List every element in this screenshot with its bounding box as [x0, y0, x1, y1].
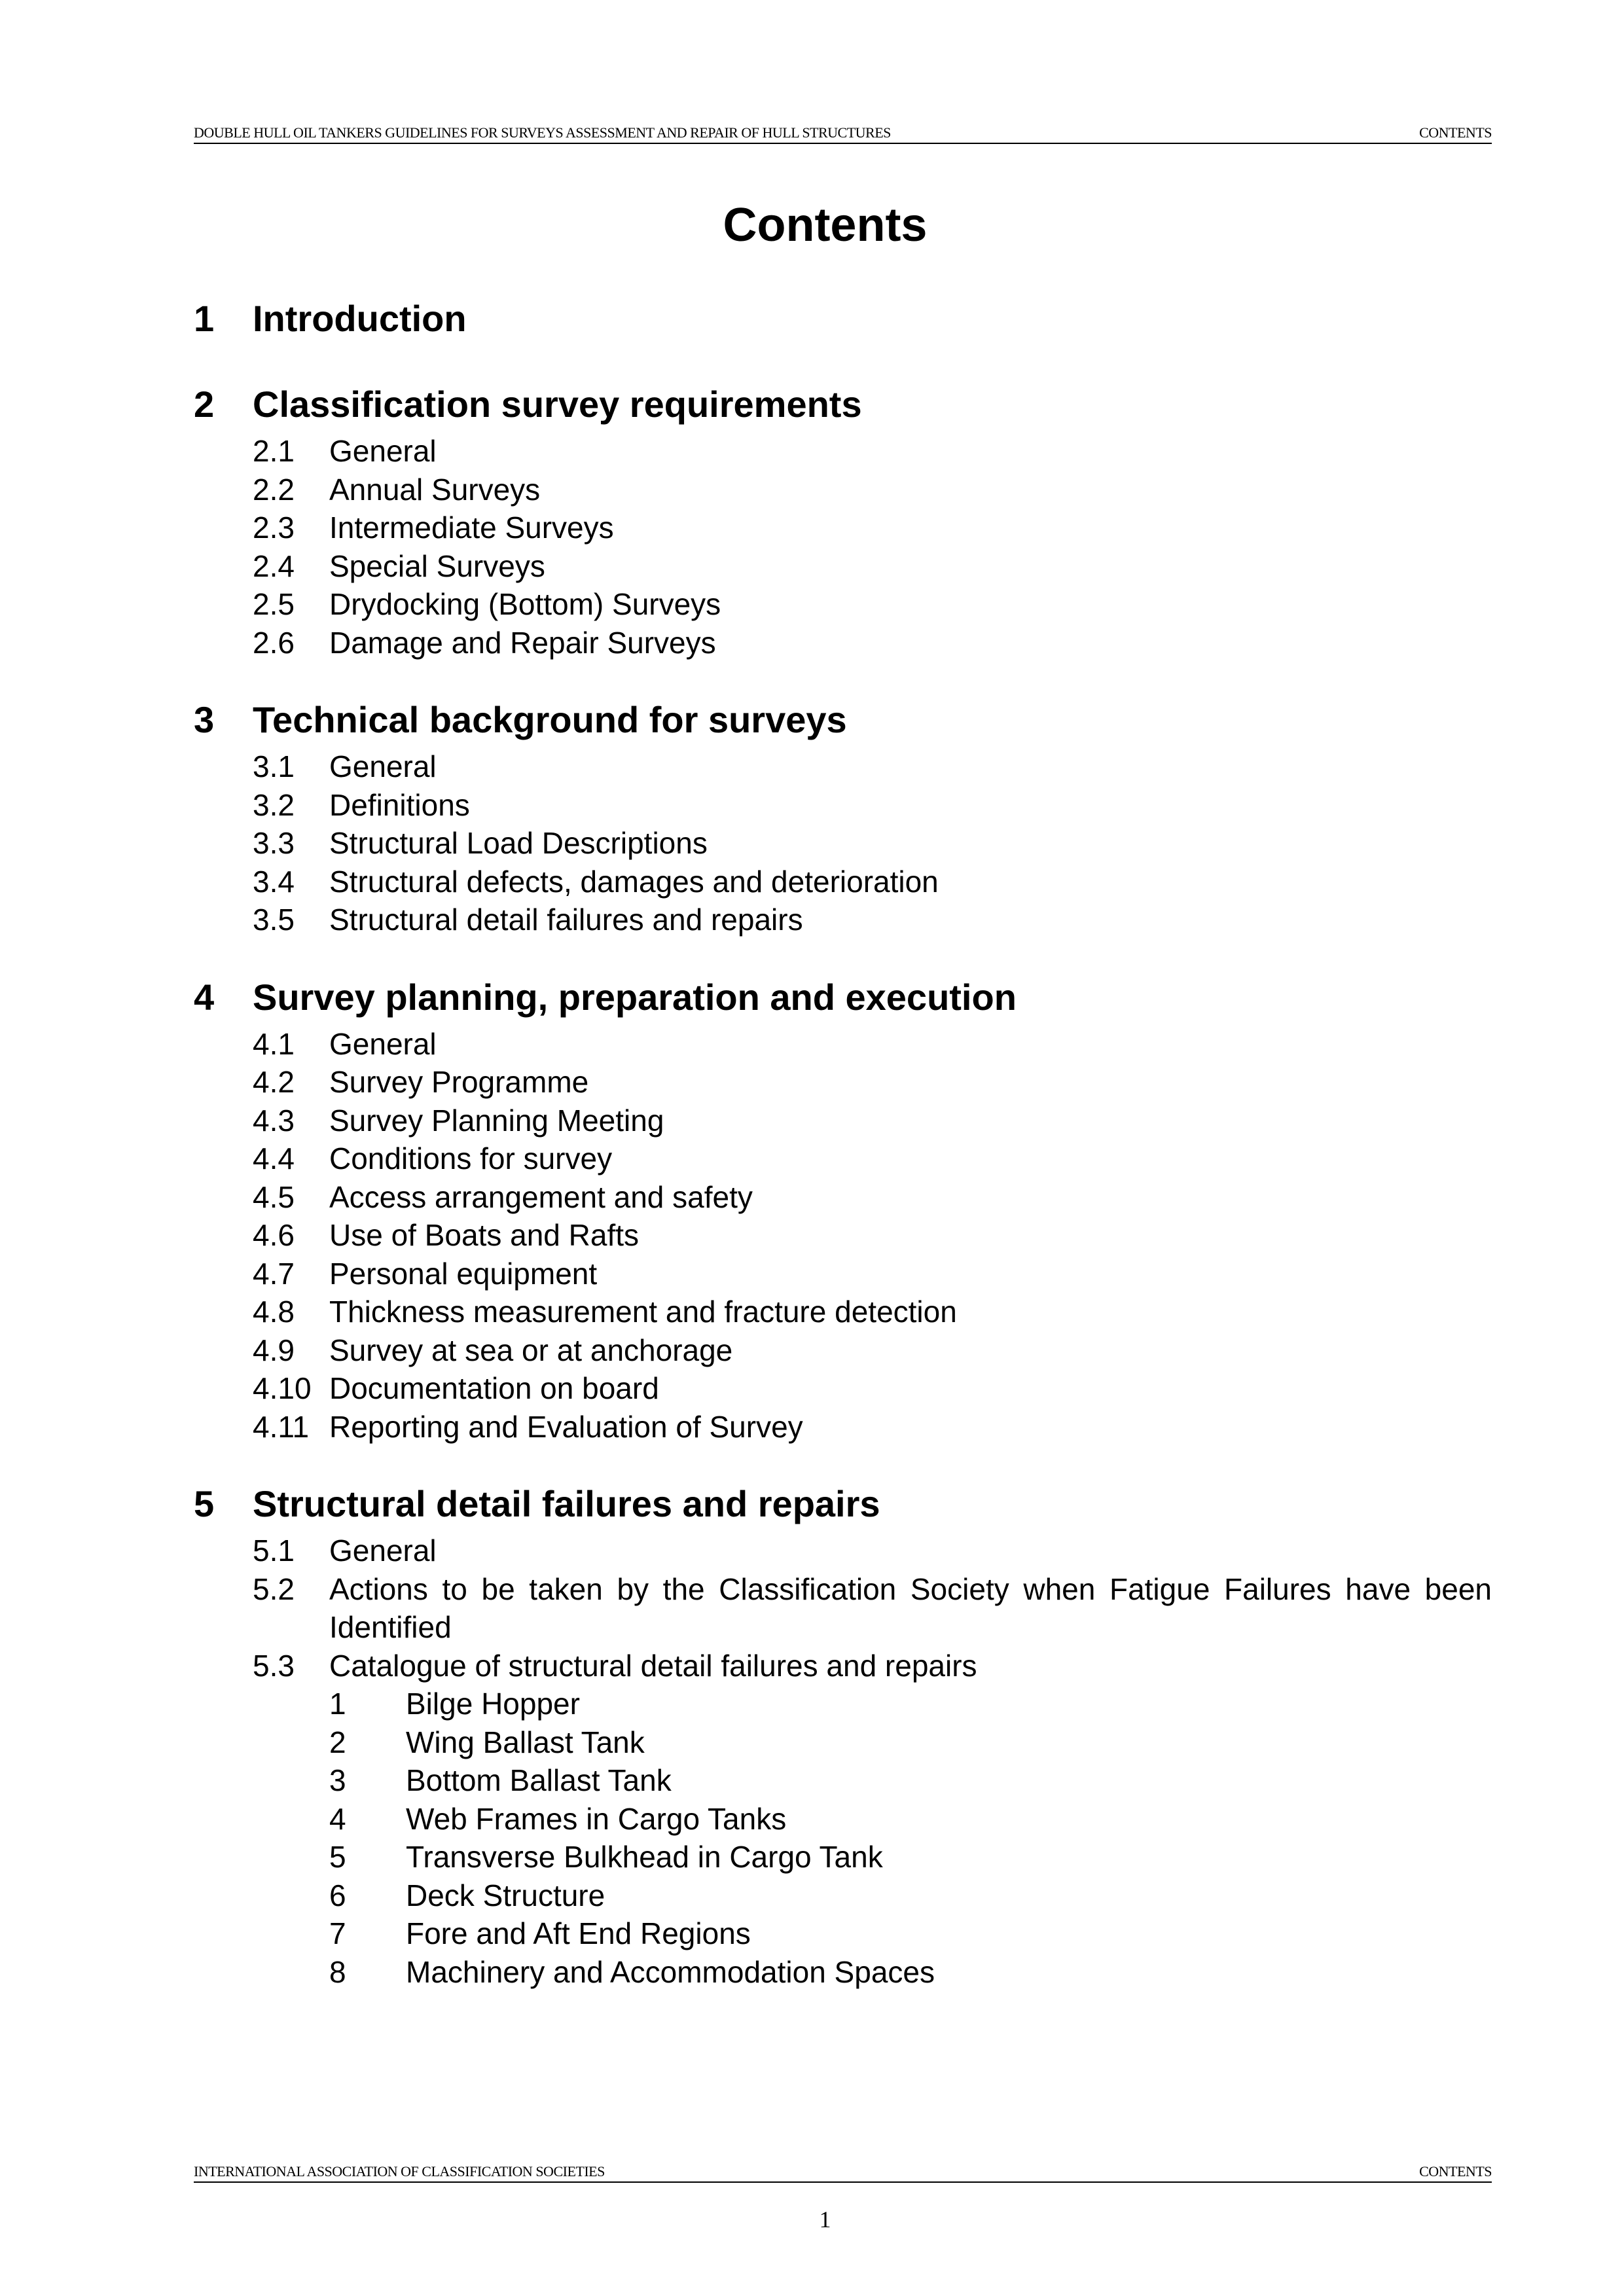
toc-section-heading[interactable]: [194, 377, 1492, 432]
entry-text: Access arrangement and safety: [329, 1179, 753, 1214]
entry-number: 4.4: [253, 1141, 295, 1175]
entry-text: General: [329, 749, 437, 783]
entry-number: 5.3: [253, 1648, 295, 1683]
catalogue-number: 6: [329, 1878, 346, 1912]
section-number: 4: [194, 976, 215, 1018]
toc-entry[interactable]: [194, 1532, 1492, 1570]
toc-entry[interactable]: [194, 624, 1492, 662]
entry-text: Conditions for survey: [329, 1141, 613, 1175]
entry-number: 3.4: [253, 864, 295, 899]
entry-text: Drydocking (Bottom) Surveys: [329, 587, 721, 621]
header-document-title: DOUBLE HULL OIL TANKERS GUIDELINES FOR SURVEYS ASSESSMENT AND REPAIR OF HULL STRUCTURES: [194, 124, 891, 141]
section-number: 3: [194, 699, 215, 740]
catalogue-number: 5: [329, 1840, 346, 1874]
toc-entry[interactable]: [194, 585, 1492, 624]
catalogue-entry[interactable]: [194, 1953, 1492, 1992]
toc-entry[interactable]: [194, 1139, 1492, 1178]
entry-number: 4.8: [253, 1295, 295, 1329]
catalogue-text: Machinery and Accommodation Spaces: [406, 1954, 935, 1989]
catalogue-entry[interactable]: [194, 1723, 1492, 1762]
entry-text: General: [329, 1026, 437, 1061]
toc-entry[interactable]: [194, 901, 1492, 939]
toc-entry[interactable]: [194, 1102, 1492, 1140]
catalogue-entry[interactable]: [194, 1761, 1492, 1800]
entry-text: Special Surveys: [329, 548, 545, 583]
catalogue-number: 7: [329, 1916, 346, 1950]
toc-entry[interactable]: [194, 471, 1492, 509]
toc-entry[interactable]: [194, 1647, 1492, 1685]
catalogue-text: Deck Structure: [406, 1878, 605, 1912]
catalogue-entry[interactable]: [194, 1914, 1492, 1953]
toc-entry[interactable]: [194, 1331, 1492, 1370]
toc-entry[interactable]: [194, 1369, 1492, 1408]
entry-text: Thickness measurement and fracture detection: [329, 1295, 957, 1329]
entry-number: 3.1: [253, 749, 295, 783]
entry-text: General: [329, 1534, 437, 1568]
toc-entry[interactable]: [194, 1216, 1492, 1255]
entry-number: 4.5: [253, 1179, 295, 1214]
entry-number: 2.1: [253, 434, 295, 468]
entry-text: Structural defects, damages and deterioration: [329, 864, 939, 899]
toc-section-heading[interactable]: [194, 970, 1492, 1025]
entry-text: Survey Planning Meeting: [329, 1103, 664, 1138]
entry-text: Definitions: [329, 787, 470, 822]
toc-section-5: [194, 1477, 1492, 1991]
catalogue-entry[interactable]: [194, 1838, 1492, 1876]
running-header: [194, 124, 1492, 144]
entry-number: 4.9: [253, 1333, 295, 1367]
toc-section-3: [194, 692, 1492, 939]
toc-section-1: [194, 291, 1492, 346]
entry-text: General: [329, 434, 437, 468]
section-number: 5: [194, 1483, 215, 1524]
footer-section-label: CONTENTS: [1419, 2163, 1492, 2179]
entry-number: 5.1: [253, 1534, 295, 1568]
entry-number: 5.2: [253, 1571, 295, 1606]
entry-number: 4.6: [253, 1218, 295, 1252]
entry-text: Survey at sea or at anchorage: [329, 1333, 733, 1367]
header-section-label: CONTENTS: [1419, 124, 1492, 141]
toc-entry[interactable]: [194, 509, 1492, 547]
entry-text: Damage and Repair Surveys: [329, 625, 716, 660]
entry-text: Documentation on board: [329, 1371, 659, 1405]
entry-text: Reporting and Evaluation of Survey: [329, 1409, 803, 1444]
entry-number: 3.2: [253, 787, 295, 822]
catalogue-entry[interactable]: [194, 1876, 1492, 1915]
toc-entry[interactable]: [194, 432, 1492, 471]
footer-organization: INTERNATIONAL ASSOCIATION OF CLASSIFICATION SOCIETIES: [194, 2163, 605, 2179]
entry-number: 2.5: [253, 587, 295, 621]
catalogue-text: Wing Ballast Tank: [406, 1725, 645, 1759]
entry-number: 4.11: [253, 1409, 310, 1444]
section-number: 2: [194, 384, 215, 425]
section-title: Survey planning, preparation and execution: [253, 976, 1017, 1018]
catalogue-text: Bottom Ballast Tank: [406, 1763, 672, 1797]
catalogue-number: 1: [329, 1687, 346, 1721]
toc-entry[interactable]: [194, 747, 1492, 786]
entry-number: 2.6: [253, 625, 295, 660]
entry-number: 2.2: [253, 472, 295, 507]
catalogue-number: 8: [329, 1954, 346, 1989]
toc-entry[interactable]: [194, 824, 1492, 863]
toc-entry[interactable]: [194, 1293, 1492, 1331]
entry-number: 2.4: [253, 548, 295, 583]
catalogue-number: 4: [329, 1801, 346, 1836]
entry-text: Use of Boats and Rafts: [329, 1218, 640, 1252]
entry-text: Intermediate Surveys: [329, 511, 614, 545]
toc-section-heading[interactable]: [194, 291, 1492, 346]
entry-text: Personal equipment: [329, 1256, 598, 1291]
catalogue-entry[interactable]: [194, 1685, 1492, 1723]
entry-number: 4.10: [253, 1371, 312, 1405]
toc-entry[interactable]: [194, 547, 1492, 586]
section-title: Introduction: [253, 298, 467, 339]
page-title: Contents: [723, 199, 928, 251]
entry-text: Survey Programme: [329, 1065, 589, 1099]
catalogue-text: Transverse Bulkhead in Cargo Tank: [406, 1840, 883, 1874]
section-title: Classification survey requirements: [253, 384, 862, 425]
entry-text: Structural detail failures and repairs: [329, 903, 803, 937]
entry-text: Catalogue of structural detail failures and repairs: [329, 1648, 977, 1683]
entry-number: 3.3: [253, 826, 295, 860]
entry-number: 4.7: [253, 1256, 295, 1291]
entry-number: 3.5: [253, 903, 295, 937]
toc-entry[interactable]: [194, 863, 1492, 901]
toc-section-heading[interactable]: [194, 1477, 1492, 1532]
section-number: 1: [194, 298, 215, 339]
entry-text: Structural Load Descriptions: [329, 826, 708, 860]
entry-number: 4.1: [253, 1026, 295, 1061]
section-title: Structural detail failures and repairs: [253, 1483, 880, 1524]
toc-section-2: [194, 377, 1492, 662]
toc-entry[interactable]: [194, 1570, 1492, 1647]
catalogue-text: Web Frames in Cargo Tanks: [406, 1801, 787, 1836]
toc-section-4: [194, 970, 1492, 1446]
entry-number: 4.3: [253, 1103, 295, 1138]
catalogue-entry[interactable]: [194, 1800, 1492, 1839]
toc-entry[interactable]: [194, 1178, 1492, 1217]
toc-entry[interactable]: [194, 786, 1492, 825]
catalogue-text: Bilge Hopper: [406, 1687, 580, 1721]
toc-entry[interactable]: [194, 1255, 1492, 1293]
toc-section-heading[interactable]: [194, 692, 1492, 747]
entry-number: 2.3: [253, 511, 295, 545]
table-of-contents: [194, 291, 1492, 2022]
toc-entry[interactable]: [194, 1025, 1492, 1064]
section-title: Technical background for surveys: [253, 699, 847, 740]
running-footer: [194, 2163, 1492, 2183]
toc-entry[interactable]: [194, 1408, 1492, 1446]
entry-text: Annual Surveys: [329, 472, 541, 507]
entry-text: Actions to be taken by the Classification Society when Fatigue Failures have been Identified: [329, 1571, 1492, 1644]
toc-entry[interactable]: [194, 1063, 1492, 1102]
catalogue-text: Fore and Aft End Regions: [406, 1916, 751, 1950]
page-number: 1: [819, 2206, 831, 2233]
catalogue-number: 2: [329, 1725, 346, 1759]
catalogue-number: 3: [329, 1763, 346, 1797]
entry-number: 4.2: [253, 1065, 295, 1099]
